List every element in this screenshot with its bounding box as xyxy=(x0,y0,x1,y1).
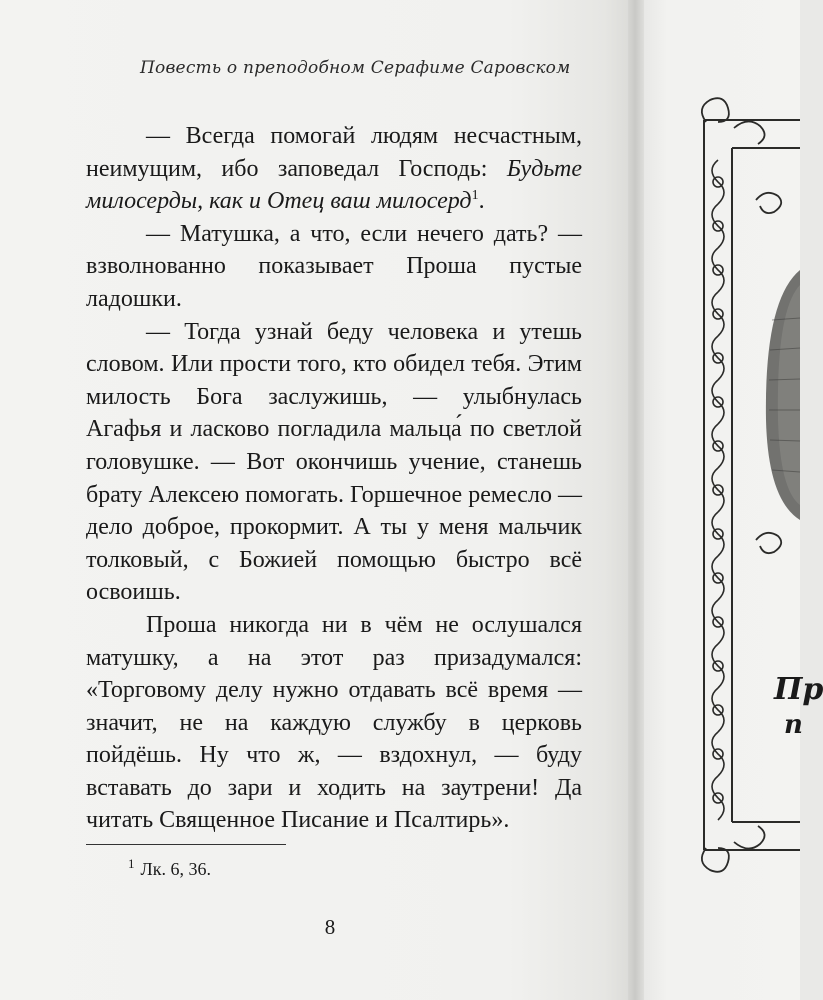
paragraph xyxy=(86,609,582,837)
footnote-ref: 1 xyxy=(471,188,479,204)
footnote-rule xyxy=(86,844,286,845)
paragraph-text: — Тогда узнай беду человека и утешь словом. Или прости того, кто обидел тебя. Этим милость Бога заслужишь, — улыбнулась Агафья и ласково погладила мальца́ по светлой головушке. — Вот окончишь учение, станешь брату Алексею помогать. Горшечное ремесло — дело доброе, прокормит. А ты у меня мальчик толковый, с Божией помощью быстро всё освоишь. xyxy=(86,318,582,606)
running-head: Повесть о преподобном Серафиме Саровском xyxy=(140,58,571,78)
paragraph xyxy=(86,218,582,316)
footnote-number: 1 xyxy=(128,856,135,871)
paragraph xyxy=(86,316,582,609)
right-page xyxy=(644,0,823,1000)
paragraph-text: . xyxy=(478,188,485,215)
scripture-quote: Будьте милосерды, как и Отец ваш милосерд xyxy=(86,155,582,215)
body-text xyxy=(86,120,582,837)
paragraph-text: Проша никогда ни в чём не ослушался матушку, а на этот раз призадумался: «Торговому делу нужно отдавать всё время — значит, не на каждую службу в церковь пойдёшь. Ну что ж, — вздохнул, — буду вставать до зари и ходить на заутрени! Да читать Священное Писание и Псалтирь». xyxy=(86,611,582,834)
footnote-text: Лк. 6, 36. xyxy=(140,859,211,879)
right-heading-fragment-2: п xyxy=(784,710,803,740)
paragraph-text: — Всегда помогай людям несчастным, неимущим, ибо заповедал Господь: xyxy=(86,123,582,182)
book-gutter xyxy=(628,0,644,1000)
ornamental-frame xyxy=(644,0,800,1000)
paragraph-text: — Матушка, а что, если нечего дать? — взволнованно показывает Проша пустые ладошки. xyxy=(86,220,582,312)
footnote xyxy=(128,856,428,880)
right-heading-fragment: Пр xyxy=(774,672,823,707)
paragraph xyxy=(86,120,582,218)
page-number: 8 xyxy=(324,915,336,939)
